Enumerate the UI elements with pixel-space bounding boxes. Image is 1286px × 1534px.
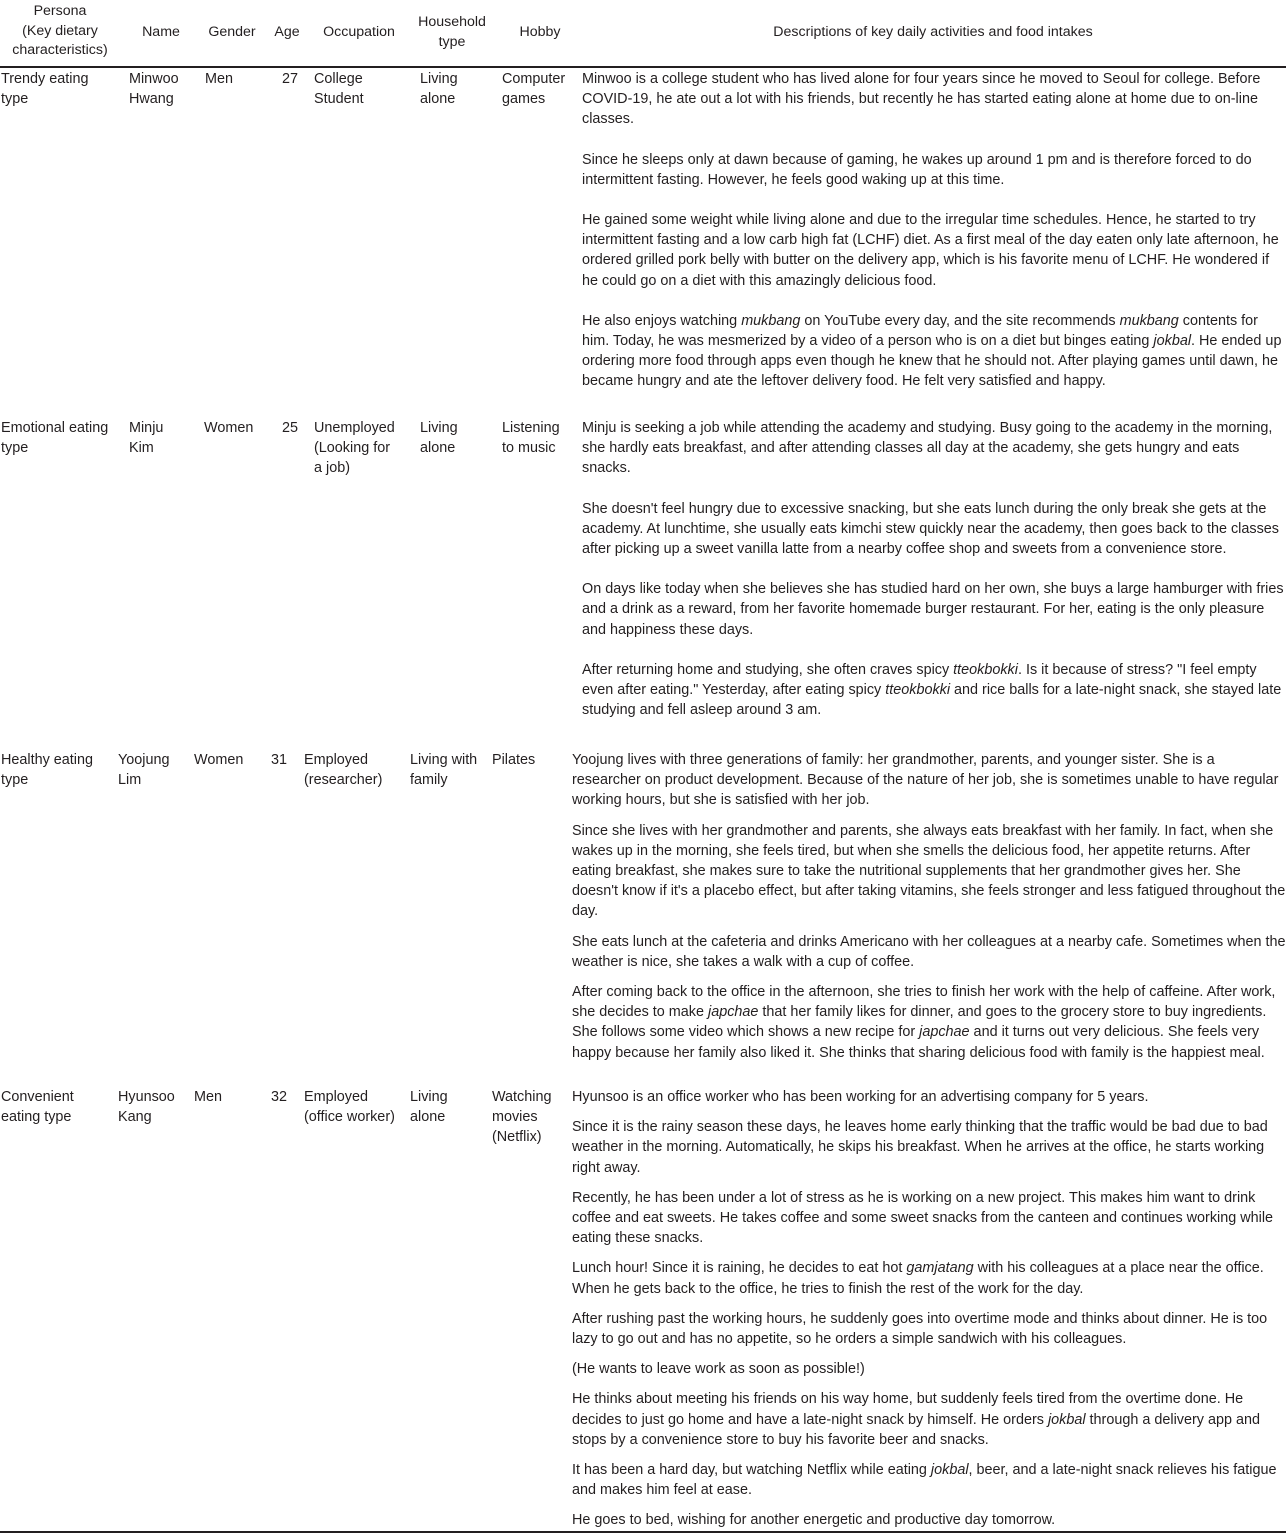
description-paragraph: Minju is seeking a job while attending the academy and studying. Busy going to the academy in the morning, she hardly eats breakfast, and after attending classes all day at the academy, she gets hungry and eats snacks. xyxy=(582,420,1273,477)
description-paragraph: After coming back to the office in the afternoon, she tries to finish her work with the help of caffeine. After work, she decides to make japchae that her family likes for dinner, and goes to the grocery store to buy ingredients. She follows some video which shows a new recipe for japchae and it turns out very delicious. She feels very happy because her family also liked it. She thinks that sharing delicious food with family is the happiest meal. xyxy=(572,984,1276,1061)
persona-line: Healthy eating xyxy=(1,752,94,768)
occupation-line: Employed xyxy=(304,1089,368,1105)
household-cell xyxy=(410,750,492,790)
gender-cell: Men xyxy=(194,1089,222,1105)
name-line: Kang xyxy=(118,1109,152,1126)
household-line: alone xyxy=(410,1109,446,1126)
hobby-cell xyxy=(502,69,582,109)
household-cell xyxy=(420,418,500,458)
description-paragraph: Lunch hour! Since it is raining, he decides to eat hot gamjatang with his colleagues at a place near the office. When he gets back to the office, he tries to finish the rest of the work for the day. xyxy=(572,1260,1264,1297)
hobby-line: movies xyxy=(492,1109,538,1126)
description-paragraph: Since she lives with her grandmother and parents, she always eats breakfast with her family. In fact, when she wakes up in the morning, she feels tired, but when she smells the delicious food, her appetite returns. After eating breakfast, she makes sure to take the nutritional supplements that her grandmother gives her. She doesn't know if it's a placebo effect, but after taking vitamins, she feels stronger and less fatigued throughout the day. xyxy=(572,822,1286,920)
description-cell xyxy=(572,750,1286,1063)
hobby-line: Listening xyxy=(502,420,560,436)
occupation-cell xyxy=(314,69,410,109)
occupation-cell xyxy=(304,1087,408,1127)
persona-cell xyxy=(1,1087,116,1127)
hobby-line: (Netflix) xyxy=(492,1129,542,1146)
header-persona-line: characteristics) xyxy=(12,42,108,59)
description-paragraph: He goes to bed, wishing for another energetic and productive day tomorrow. xyxy=(572,1512,1056,1529)
household-line: family xyxy=(410,772,448,789)
name-line: Hyunsoo xyxy=(118,1089,175,1105)
description-paragraph: Recently, he has been under a lot of stress as he is working on a new project. This makes him want to drink coffee and eat sweets. He takes coffee and some sweet snacks from the canteen and continues working while eating these snacks. xyxy=(572,1189,1274,1247)
description-paragraph: She doesn't feel hungry due to excessive snacking, but she eats lunch during the only break she gets at the academy. At lunchtime, she usually eats kimchi stew quickly near the academy, then goes back to the classes after picking up a sweet vanilla latte from a nearby coffee shop and sweets from a convenience store. xyxy=(582,500,1279,558)
name-cell xyxy=(118,750,193,790)
name-line: Lim xyxy=(118,772,142,789)
header-household xyxy=(410,13,494,52)
occupation-cell xyxy=(314,418,410,479)
household-line: Living xyxy=(420,71,458,87)
gender-cell: Women xyxy=(194,752,244,768)
occupation-line: College xyxy=(314,71,363,87)
name-cell xyxy=(118,1087,193,1127)
occupation-line: (researcher) xyxy=(304,772,383,789)
description-paragraph: He thinks about meeting his friends on his way home, but suddenly feels tired from the overtime done. He decides to just go home and have a late-night snack by himself. He orders jokbal through a delivery app and stops by a convenience store to buy his favorite beer and snacks. xyxy=(572,1391,1260,1448)
header-persona-line: (Key dietary xyxy=(22,22,98,39)
persona-line: Convenient xyxy=(1,1089,74,1105)
description-paragraph: (He wants to leave work as soon as possible!) xyxy=(572,1361,865,1378)
header-hobby: Hobby xyxy=(519,24,561,40)
household-line: alone xyxy=(420,440,456,457)
household-line: alone xyxy=(420,91,456,108)
table-bottom-rule xyxy=(0,1531,1286,1533)
description-cell xyxy=(572,1087,1286,1531)
household-cell xyxy=(420,69,500,109)
hobby-line: Computer xyxy=(502,71,566,87)
hobby-cell xyxy=(492,750,570,770)
age-cell: 31 xyxy=(270,752,287,768)
description-paragraph: Minwoo is a college student who has lived alone for four years since he moved to Seoul for college. Before COVID-19, he ate out a lot with his friends, but recently he has started eating alone at home due to on-line classes. xyxy=(582,71,1261,128)
hobby-line: Watching xyxy=(492,1089,552,1105)
description-paragraph: On days like today when she believes she has studied hard on her own, she buys a large hamburger with fries and a drink as a reward, from her favorite homemade burger restaurant. For her, eating is the only pleasure and happiness these days. xyxy=(582,581,1284,638)
table-top-rule xyxy=(0,66,1286,68)
persona-cell xyxy=(1,750,116,790)
occupation-line: (Looking for xyxy=(314,440,390,457)
gender-cell: Men xyxy=(205,71,233,87)
hobby-cell xyxy=(492,1087,570,1148)
gender-cell: Women xyxy=(204,420,254,436)
description-paragraph: Hyunsoo is an office worker who has been working for an advertising company for 5 years. xyxy=(572,1089,1149,1105)
description-paragraph: After returning home and studying, she often craves spicy tteokbokki. Is it because of stress? "I feel empty even after eating." Yesterday, after eating spicy tteokbokki and rice balls for a late-night snack, she stayed late studying and fell asleep around 3 am. xyxy=(582,661,1282,719)
household-line: Living xyxy=(420,420,458,436)
name-line: Kim xyxy=(129,440,154,457)
header-age: Age xyxy=(274,24,300,40)
persona-cell xyxy=(1,69,126,109)
description-paragraph: Yoojung lives with three generations of family: her grandmother, parents, and younger sister. She is a researcher on product development. Because of the nature of her job, she is sometimes unable to have regular working hours, but she is satisfied with her job. xyxy=(572,752,1279,809)
occupation-line: Student xyxy=(314,91,364,108)
header-description: Descriptions of key daily activities and food intakes xyxy=(773,24,1093,40)
description-paragraph: After rushing past the working hours, he suddenly goes into overtime mode and thinks about dinner. He is too lazy to go out and has no appetite, so he orders a simple sandwich with his colleagues. xyxy=(572,1310,1268,1348)
name-cell xyxy=(129,69,199,109)
header-household-line: type xyxy=(438,33,466,50)
name-line: Hwang xyxy=(129,91,174,108)
persona-line: eating type xyxy=(1,1109,72,1126)
age-cell: 25 xyxy=(281,420,298,436)
occupation-line: (office worker) xyxy=(304,1109,395,1126)
header-occupation: Occupation xyxy=(323,24,395,40)
persona-cell xyxy=(1,418,126,458)
name-line: Yoojung xyxy=(118,752,170,768)
occupation-line: Employed xyxy=(304,752,368,768)
description-cell xyxy=(582,418,1286,720)
household-line: Living xyxy=(410,1089,448,1105)
hobby-line: games xyxy=(502,91,546,108)
household-cell xyxy=(410,1087,490,1127)
name-line: Minwoo xyxy=(129,71,179,87)
name-cell xyxy=(129,418,199,458)
description-paragraph: She eats lunch at the cafeteria and drinks Americano with her colleagues at a nearby cafe. Sometimes when the weather is nice, she takes a walk with a cup of coffee. xyxy=(572,933,1286,970)
household-line: Living with xyxy=(410,752,478,768)
persona-line: Trendy eating xyxy=(1,71,89,87)
description-paragraph: Since it is the rainy season these days, he leaves home early thinking that the traffic would be bad due to bad weather in the morning. Automatically, he skips his breakfast. When he arrives at the office, he starts working right away. xyxy=(572,1119,1268,1176)
occupation-cell xyxy=(304,750,404,790)
description-paragraph: He gained some weight while living alone and due to the irregular time schedules. Hence, he started to try intermittent fasting and a low carb high fat (LCHF) diet. As a first meal of the day eaten only late afternoon, he ordered grilled pork belly with butter on the delivery app, which is his favorite menu of LCHF. He wondered if he could go on a diet with this amazingly delicious food. xyxy=(582,212,1279,289)
name-line: Minju xyxy=(129,420,164,436)
persona-line: Emotional eating xyxy=(1,420,109,436)
header-gender: Gender xyxy=(208,24,256,40)
persona-line: type xyxy=(1,772,29,789)
description-cell xyxy=(582,69,1286,392)
header-persona-line: Persona xyxy=(33,3,87,19)
age-cell: 27 xyxy=(281,71,298,87)
header-persona xyxy=(0,2,120,61)
persona-line: type xyxy=(1,440,29,457)
hobby-cell xyxy=(502,418,582,458)
age-cell: 32 xyxy=(270,1089,287,1105)
header-name: Name xyxy=(142,24,180,40)
hobby-line: to music xyxy=(502,440,556,457)
occupation-line: Unemployed xyxy=(314,420,395,436)
hobby-line: Pilates xyxy=(492,752,536,768)
description-paragraph: He also enjoys watching mukbang on YouTube every day, and the site recommends mukbang contents for him. Today, he was mesmerized by a video of a person who is on a diet but binges eating jokbal. He ended up ordering more food through apps even though he knew that he should not. After playing games until dawn, he became hungry and ate the leftover delivery food. He felt very satisfied and happy. xyxy=(582,312,1282,390)
description-paragraph: It has been a hard day, but watching Netflix while eating jokbal, beer, and a late-night snack relieves his fatigue and makes him feel at ease. xyxy=(572,1462,1277,1499)
description-paragraph: Since he sleeps only at dawn because of gaming, he wakes up around 1 pm and is therefore forced to do intermittent fasting. However, he feels good waking up at this time. xyxy=(582,151,1252,188)
persona-line: type xyxy=(1,91,29,108)
occupation-line: a job) xyxy=(314,460,350,477)
header-household-line: Household xyxy=(418,14,486,30)
